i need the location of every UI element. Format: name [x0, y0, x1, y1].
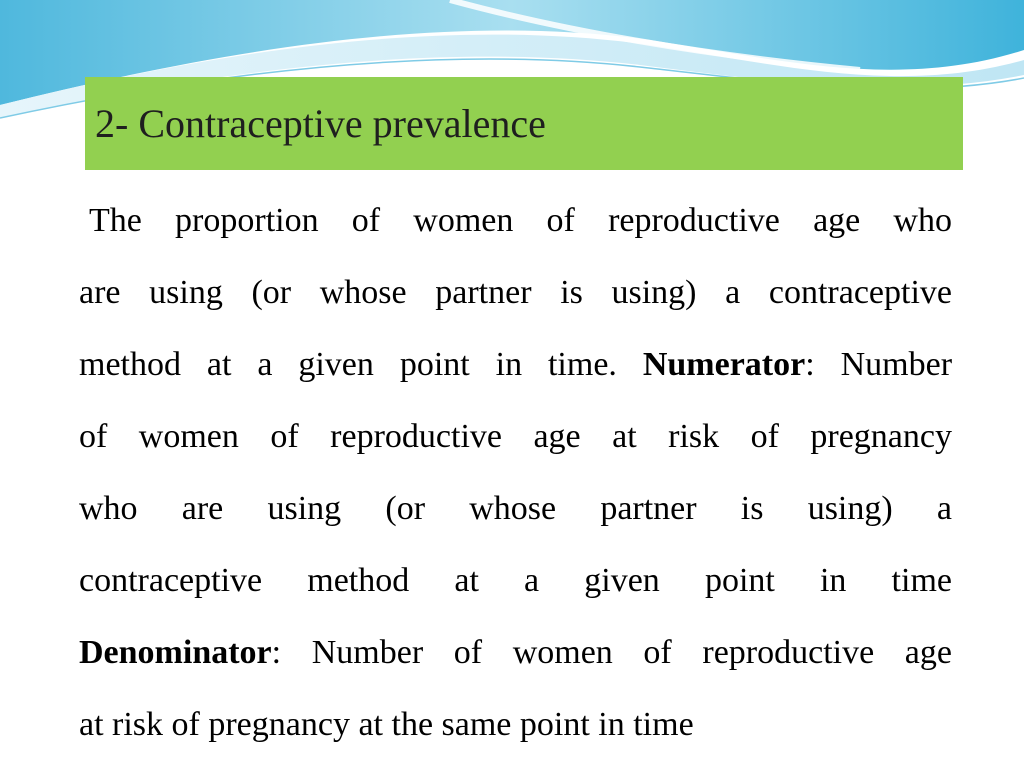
- body-line: [79, 476, 952, 548]
- body-text-segment: : Number of women of reproductive age: [271, 634, 952, 671]
- body-line: [79, 332, 952, 404]
- body-text-segment: The proportion of women of reproductive age who: [89, 202, 952, 239]
- body-text-segment: method at a given point in time.: [79, 346, 617, 383]
- body-text: [79, 188, 952, 764]
- body-text-segment: at risk of pregnancy at the same point in time: [79, 706, 694, 743]
- title-bar: [85, 77, 963, 170]
- body-text-segment: of women of reproductive age at risk of pregnancy: [79, 418, 952, 455]
- page-title: 2- Contraceptive prevalence: [95, 101, 546, 146]
- numerator-label: Numerator: [642, 346, 806, 383]
- denominator-label: Denominator: [79, 634, 272, 671]
- body-text-segment: : Number: [805, 346, 953, 383]
- body-text-segment: are using (or whose partner is using) a contraceptive: [79, 274, 952, 311]
- body-line: [79, 620, 952, 692]
- body-line: [79, 188, 952, 260]
- body-text-segment: contraceptive method at a given point in time: [79, 562, 952, 599]
- body-line: [79, 692, 952, 764]
- body-line: [79, 404, 952, 476]
- body-text-segment: who are using (or whose partner is using) a: [79, 490, 952, 527]
- body-line: [79, 260, 952, 332]
- body-line: [79, 548, 952, 620]
